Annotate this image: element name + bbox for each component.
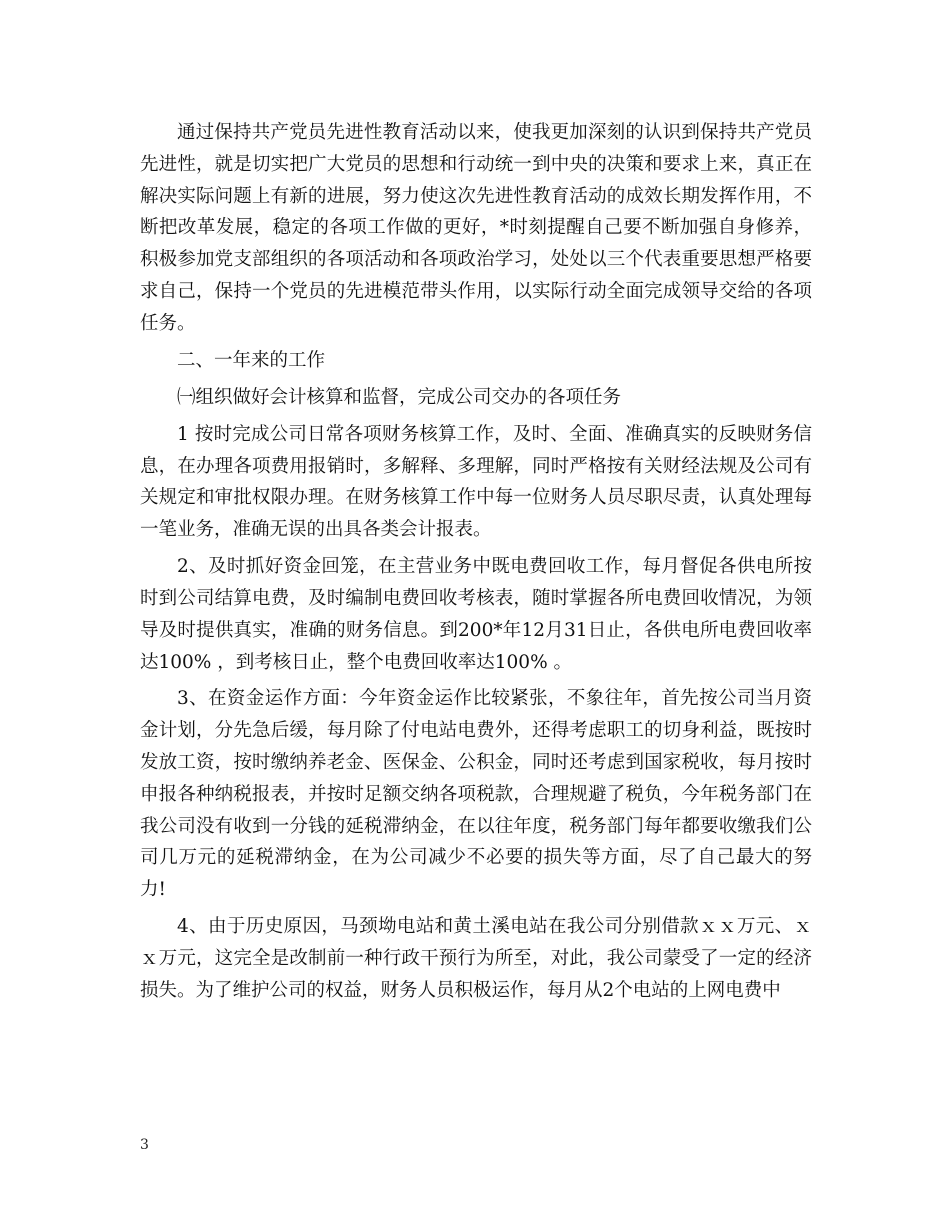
paragraph-intro: 通过保持共产党员先进性教育活动以来，使我更加深刻的认识到保持共产党员先进性，就是切实把广大党员的思想和行动统一到中央的决策和要求上来，真正在解决实际问题上有新的进展，努力使这次先进性教育活动的成效长期发挥作用，不断把改革发展，稳定的各项工作做的更好，*时刻提醒自己要不断加强自身修养，积极参加党支部组织的各项活动和各项政治学习，处处以三个代表重要思想严格要求自己，保持一个党员的先进模范带头作用，以实际行动全面完成领导交给的各项任务。 xyxy=(140,122,812,334)
paragraph-item-4: 4、由于历史原因，马颈坳电站和黄土溪电站在我公司分别借款ｘｘ万元、ｘｘ万元，这完全是改制前一种行政干预行为所至，对此，我公司蒙受了一定的经济损失。为了维护公司的权益，财务人员积极运作，每月从2个电站的上网电费中 xyxy=(140,916,812,1001)
subsection-heading: ㈠组织做好会计核算和监督，完成公司交办的各项任务 xyxy=(177,386,622,408)
section-heading: 二、一年来的工作 xyxy=(177,349,326,371)
paragraph-item-1: 1 按时完成公司日常各项财务核算工作，及时、全面、准确真实的反映财务信息，在办理各项费用报销时，多解释、多理解，同时严格按有关财经法规及公司有关规定和审批权限办理。在财务核算工作中每一位财务人员尽职尽责，认真处理每一笔业务，准确无误的出具各类会计报表。 xyxy=(140,423,812,541)
page-number: 3 xyxy=(140,1137,149,1153)
document-body xyxy=(140,117,812,1012)
paragraph-item-3: 3、在资金运作方面：今年资金运作比较紧张，不象往年，首先按公司当月资金计划，分先急后缓，每月除了付电站电费外，还得考虑职工的切身利益，既按时发放工资，按时缴纳养老金、医保金、公积金，同时还考虑到国家税收，每月按时申报各种纳税报表，并按时足额交纳各项税款，合理规避了税负，今年税务部门在我公司没有收到一分钱的延税滞纳金，在以往年度，税务部门每年都要收缴我们公司几万元的延税滞纳金，在为公司减少不必要的损失等方面，尽了自己最大的努力! xyxy=(140,688,812,901)
paragraph-item-2: 2、及时抓好资金回笼，在主营业务中既电费回收工作，每月督促各供电所按时到公司结算电费，及时编制电费回收考核表，随时掌握各所电费回收情况，为领导及时提供真实，准确的财务信息。到200*年12月31日止，各供电所电费回收率达100% ，到考核日止，整个电费回收率达100% 。 xyxy=(140,556,812,673)
